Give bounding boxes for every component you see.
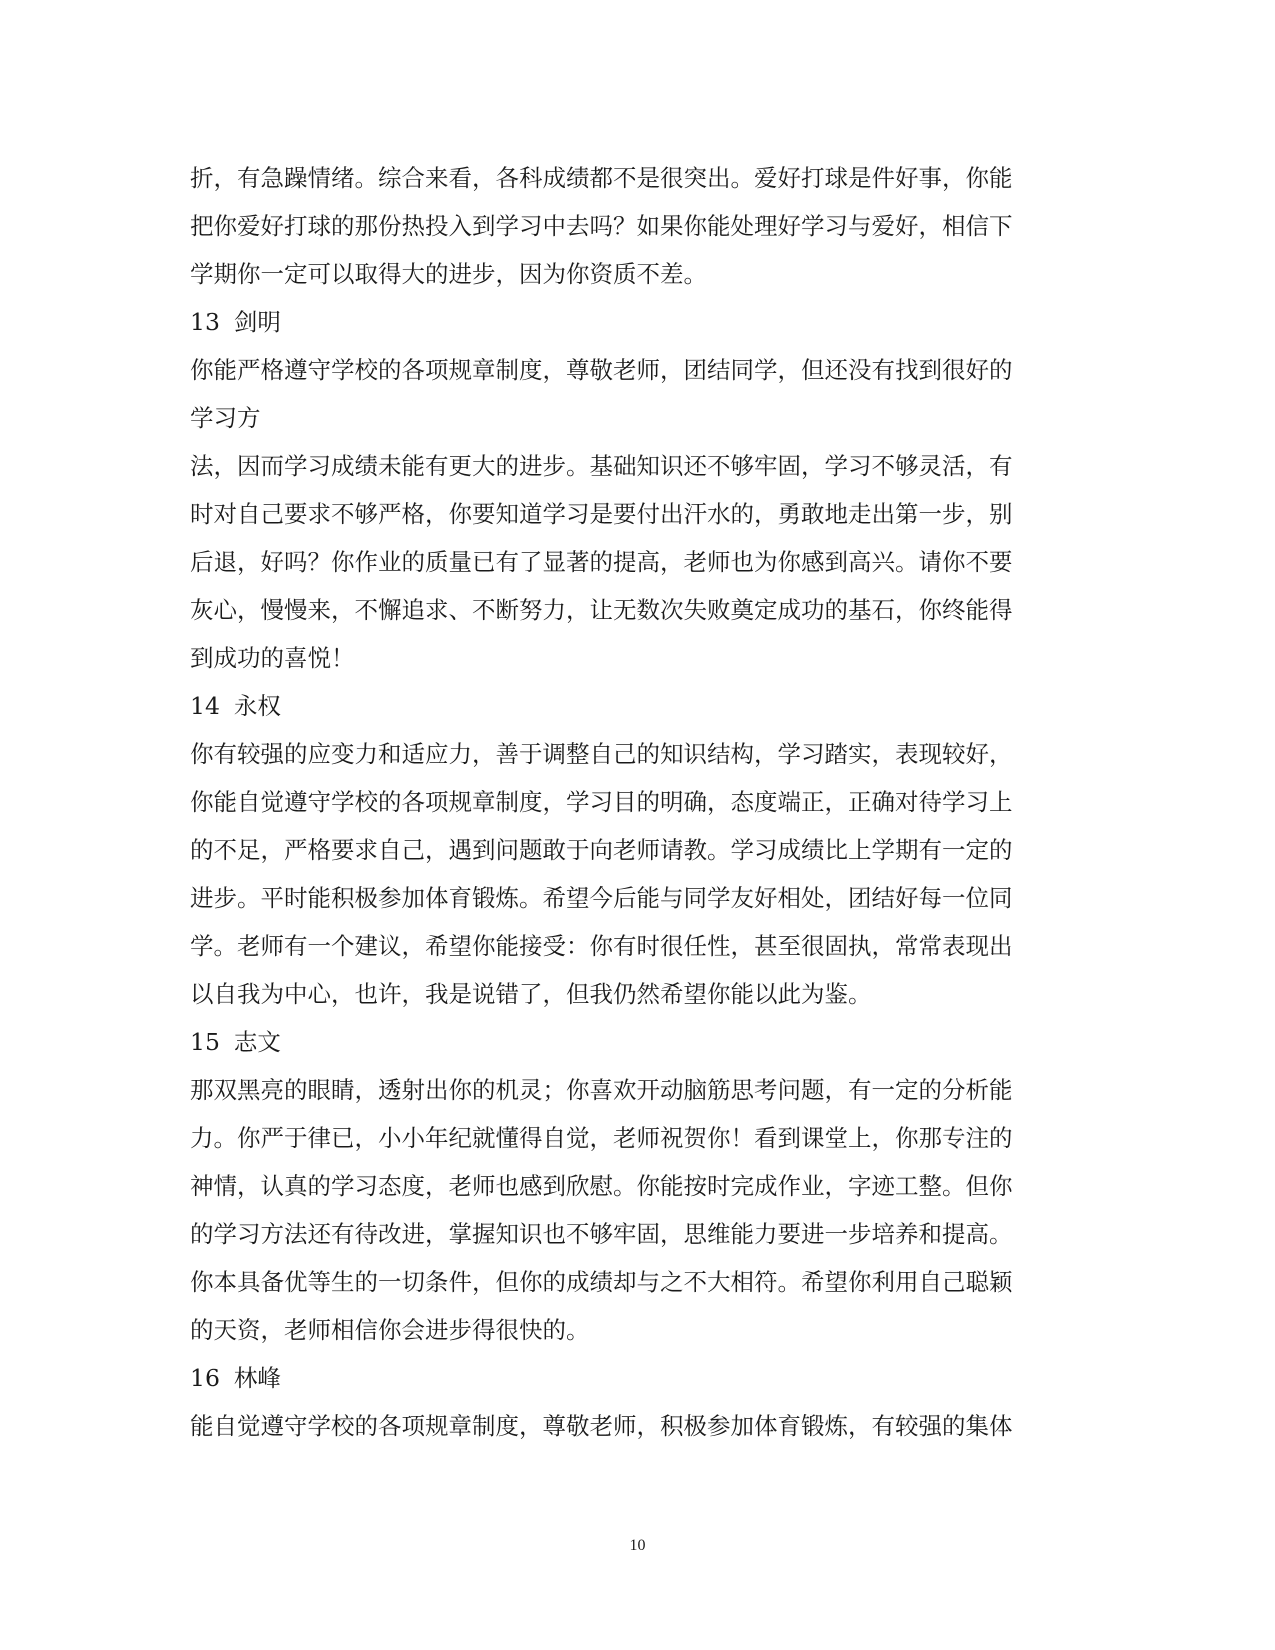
comment-line: 神情，认真的学习态度，老师也感到欣慰。你能按时完成作业，字迹工整。但你 xyxy=(190,1172,1013,1200)
comment-line: 法，因而学习成绩未能有更大的进步。基础知识还不够牢固，学习不够灵活，有 xyxy=(190,452,1013,480)
comment-line: 折，有急躁情绪。综合来看，各科成绩都不是很突出。爱好打球是件好事，你能 xyxy=(190,164,1013,192)
comment-line: 你能自觉遵守学校的各项规章制度，学习目的明确，态度端正，正确对待学习上 xyxy=(190,788,1013,816)
comment-line: 后退，好吗？你作业的质量已有了显著的提高，老师也为你感到高兴。请你不要 xyxy=(190,548,1013,576)
page-number: 10 xyxy=(629,1537,646,1554)
comment-line: 的学习方法还有待改进，掌握知识也不够牢固，思维能力要进一步培养和提高。 xyxy=(190,1220,1013,1248)
comment-line: 那双黑亮的眼睛，透射出你的机灵；你喜欢开动脑筋思考问题，有一定的分析能 xyxy=(190,1076,1013,1104)
student-heading xyxy=(190,682,1070,730)
student-number: 15 xyxy=(190,1028,220,1056)
student-name: 剑明 xyxy=(233,308,281,336)
student-heading xyxy=(190,1018,1070,1066)
student-heading xyxy=(190,1354,1070,1402)
comment-line: 学。老师有一个建议，希望你能接受：你有时很任性，甚至很固执，常常表现出 xyxy=(190,932,1013,960)
comment-line: 你有较强的应变力和适应力，善于调整自己的知识结构，学习踏实，表现较好， xyxy=(190,740,1013,768)
student-number: 14 xyxy=(190,692,220,720)
student-heading xyxy=(190,298,1070,346)
comment-line: 进步。平时能积极参加体育锻炼。希望今后能与同学友好相处，团结好每一位同 xyxy=(190,884,1013,912)
comment-line: 以自我为中心，也许，我是说错了，但我仍然希望你能以此为鉴。 xyxy=(190,980,872,1008)
comment-line: 到成功的喜悦！ xyxy=(190,644,355,672)
comment-line: 时对自己要求不够严格，你要知道学习是要付出汗水的，勇敢地走出第一步，别 xyxy=(190,500,1013,528)
student-name: 林峰 xyxy=(233,1364,281,1392)
student-number: 13 xyxy=(190,308,220,336)
page-body xyxy=(190,154,1070,1450)
comment-line: 学期你一定可以取得大的进步，因为你资质不差。 xyxy=(190,260,707,288)
student-name: 志文 xyxy=(233,1028,281,1056)
comment-line: 的天资，老师相信你会进步得很快的。 xyxy=(190,1316,590,1344)
comment-line: 能自觉遵守学校的各项规章制度，尊敬老师，积极参加体育锻炼，有较强的集体 xyxy=(190,1412,1013,1440)
comment-line: 灰心，慢慢来，不懈追求、不断努力，让无数次失败奠定成功的基石，你终能得 xyxy=(190,596,1013,624)
comment-line: 学习方 xyxy=(190,404,261,432)
comment-line: 力。你严于律已，小小年纪就懂得自觉，老师祝贺你！看到课堂上，你那专注的 xyxy=(190,1124,1013,1152)
comment-line: 你本具备优等生的一切条件，但你的成绩却与之不大相符。希望你利用自己聪颖 xyxy=(190,1268,1013,1296)
comment-line: 你能严格遵守学校的各项规章制度，尊敬老师，团结同学，但还没有找到很好的 xyxy=(190,356,1013,384)
student-number: 16 xyxy=(190,1364,220,1392)
student-name: 永权 xyxy=(233,692,281,720)
comment-line: 的不足，严格要求自己，遇到问题敢于向老师请教。学习成绩比上学期有一定的 xyxy=(190,836,1013,864)
comment-line: 把你爱好打球的那份热投入到学习中去吗？如果你能处理好学习与爱好，相信下 xyxy=(190,212,1013,240)
